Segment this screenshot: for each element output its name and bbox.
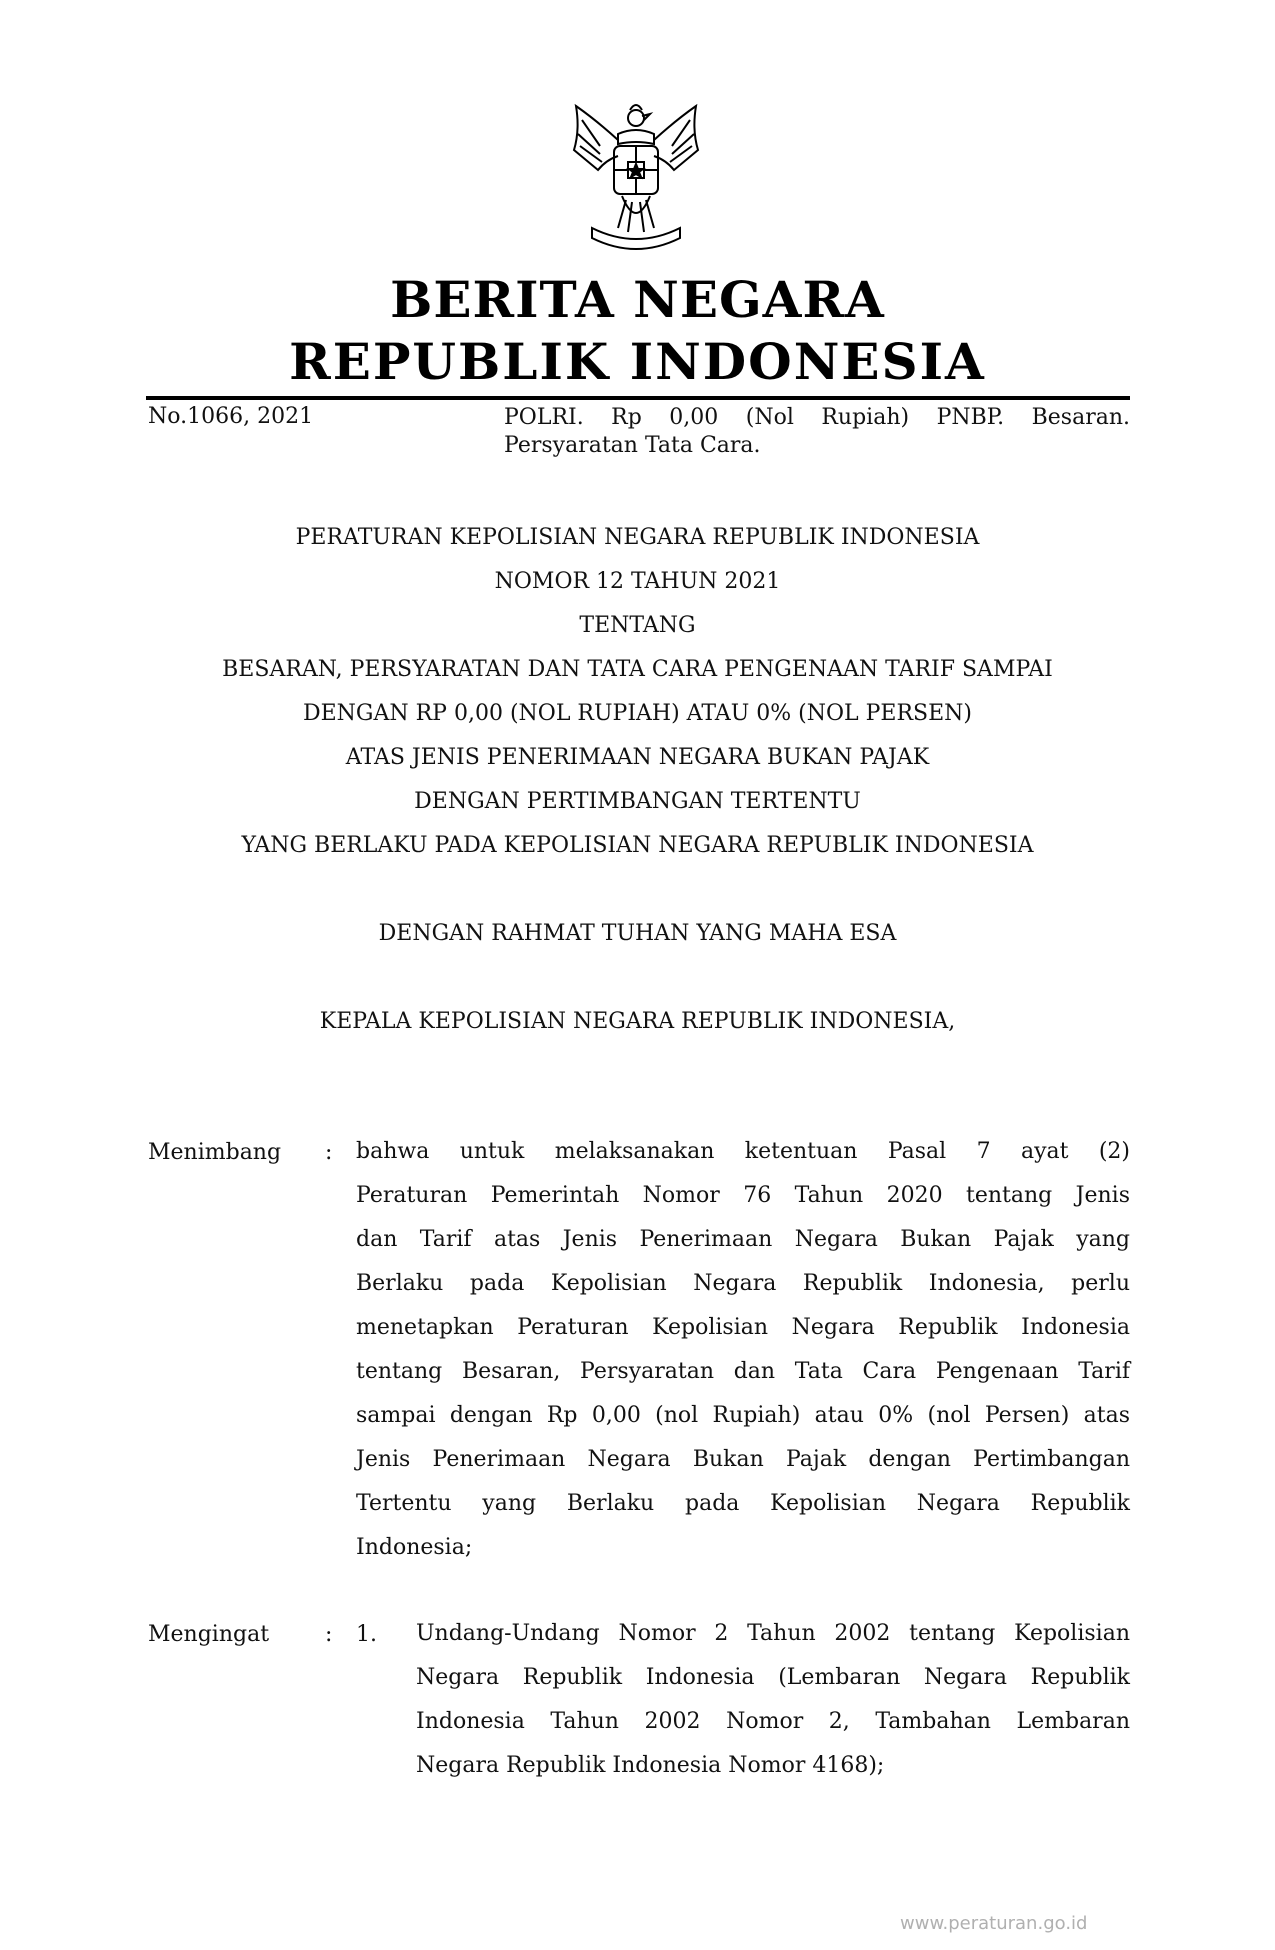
publication-description: [504, 404, 1130, 460]
mengingat-item-number: 1.: [356, 1622, 377, 1647]
menimbang-line: bahwa untuk melaksanakan ketentuan Pasal 7 ayat (2): [356, 1139, 1130, 1164]
publication-number: No.1066, 2021: [148, 404, 314, 429]
regulation-heading-line: ATAS JENIS PENERIMAAN NEGARA BUKAN PAJAK: [345, 745, 930, 770]
publication-title-line1: BERITA NEGARA: [390, 270, 885, 329]
regulation-heading-line: DENGAN PERTIMBANGAN TERTENTU: [414, 789, 861, 814]
description-line: Persyaratan Tata Cara.: [504, 433, 761, 458]
menimbang-line: dan Tarif atas Jenis Penerimaan Negara Bukan Pajak yang: [356, 1227, 1130, 1252]
menimbang-line: menetapkan Peraturan Kepolisian Negara Republik Indonesia: [356, 1315, 1130, 1340]
mengingat-line: Undang-Undang Nomor 2 Tahun 2002 tentang Kepolisian: [416, 1621, 1130, 1646]
regulation-heading-line: YANG BERLAKU PADA KEPOLISIAN NEGARA REPUBLIK INDONESIA: [241, 833, 1034, 858]
mengingat-label: Mengingat: [148, 1622, 270, 1647]
regulation-heading-line: TENTANG: [579, 613, 696, 638]
menimbang-line: tentang Besaran, Persyaratan dan Tata Cara Pengenaan Tarif: [356, 1359, 1130, 1384]
menimbang-label: Menimbang: [148, 1140, 282, 1165]
menimbang-line: Berlaku pada Kepolisian Negara Republik Indonesia, perlu: [356, 1271, 1130, 1296]
regulation-heading-line: BESARAN, PERSYARATAN DAN TATA CARA PENGENAAN TARIF SAMPAI: [222, 657, 1053, 682]
garuda-emblem-icon: [556, 100, 716, 260]
menimbang-line: Peraturan Pemerintah Nomor 76 Tahun 2020 tentang Jenis: [356, 1183, 1130, 1208]
regulation-heading-line: DENGAN RP 0,00 (NOL RUPIAH) ATAU 0% (NOL PERSEN): [302, 701, 973, 726]
mengingat-line: Indonesia Tahun 2002 Nomor 2, Tambahan Lembaran: [416, 1709, 1130, 1734]
menimbang-line: Indonesia;: [356, 1535, 473, 1560]
header-divider: [146, 396, 1130, 400]
menimbang-colon: :: [325, 1140, 333, 1165]
mengingat-item-text: [416, 1612, 1130, 1788]
regulation-heading-line: NOMOR 12 TAHUN 2021: [494, 569, 781, 594]
menimbang-line: Tertentu yang Berlaku pada Kepolisian Negara Republik: [356, 1491, 1130, 1516]
regulation-heading-line: PERATURAN KEPOLISIAN NEGARA REPUBLIK INDONESIA: [295, 525, 980, 550]
menimbang-line: sampai dengan Rp 0,00 (nol Rupiah) atau 0% (nol Persen) atas: [356, 1403, 1130, 1428]
mengingat-line: Negara Republik Indonesia Nomor 4168);: [416, 1753, 885, 1778]
publication-title-line2: REPUBLIK INDONESIA: [289, 332, 986, 391]
menimbang-text: [356, 1130, 1130, 1570]
authority: KEPALA KEPOLISIAN NEGARA REPUBLIK INDONESIA,: [319, 1009, 956, 1034]
menimbang-line: Jenis Penerimaan Negara Bukan Pajak dengan Pertimbangan: [356, 1447, 1130, 1472]
footer-website-link[interactable]: www.peraturan.go.id: [900, 1913, 1088, 1934]
mengingat-colon: :: [325, 1622, 333, 1647]
invocation: DENGAN RAHMAT TUHAN YANG MAHA ESA: [378, 921, 897, 946]
description-line: POLRI. Rp 0,00 (Nol Rupiah) PNBP. Besaran.: [504, 405, 1130, 430]
mengingat-line: Negara Republik Indonesia (Lembaran Negara Republik: [416, 1665, 1130, 1690]
